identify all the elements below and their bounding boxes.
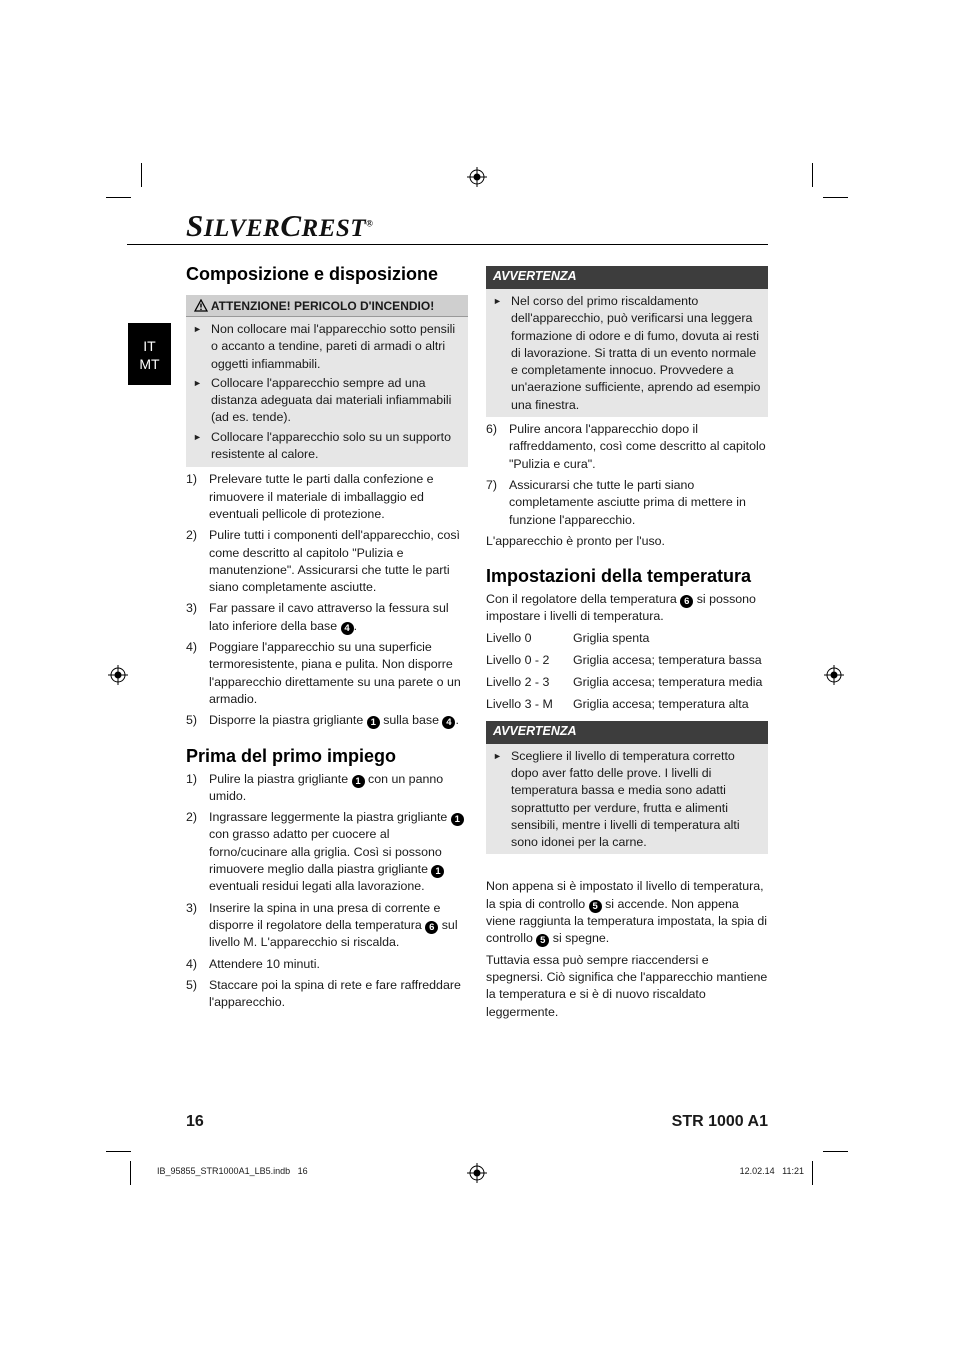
paragraph: Tuttavia essa può sempre riaccendersi e spegnersi. Ciò significa che l'apparecchio mantiene la temperatura e si è di nuovo riscaldato leggermente. xyxy=(486,952,768,1019)
crop-mark xyxy=(106,1151,131,1152)
step-item: 3) Far passare il cavo attraverso la fessura sul lato inferiore della base 4 . xyxy=(186,601,449,634)
reference-number-icon: 1 xyxy=(431,865,444,878)
crop-mark xyxy=(106,197,131,198)
crop-mark xyxy=(141,163,142,187)
notice-box xyxy=(486,721,768,855)
brand-logo: SILVERCREST® xyxy=(186,208,374,243)
notice-title: AVVERTENZA xyxy=(486,721,768,744)
registration-mark-icon xyxy=(108,665,128,685)
intro-text: Con il regolatore della temperatura 6 si possono impostare i livelli di temperatura. xyxy=(486,592,756,624)
reference-number-icon: 4 xyxy=(442,716,455,729)
section-title: Prima del primo impiego xyxy=(186,745,397,766)
language-tab: IT MT xyxy=(128,323,171,385)
print-slug-file: IB_95855_STR1000A1_LB5.indb 16 xyxy=(157,1166,308,1176)
section-title: Impostazioni della temperatura xyxy=(486,566,752,587)
level-row: Livello 0 Griglia spenta xyxy=(486,631,650,646)
step-item: 5) Disporre la piastra grigliante 1 sulla base 4 . xyxy=(186,713,459,729)
step-item: 2) Ingrassare leggermente la piastra grigliante 1 con grasso adatto per cuocere al forno/cucinare alla griglia. Così si possono rimuovere meglio dalla piastra grigliante 1 eventuali residui legati alla lavorazione. xyxy=(186,809,468,895)
level-row: Livello 3 - M Griglia accesa; temperatura alta xyxy=(486,697,749,712)
crop-mark xyxy=(130,1161,131,1185)
print-slug-date: 12.02.14 11:21 xyxy=(739,1166,804,1176)
step-item: 5) Staccare poi la spina di rete e fare raffreddare l'apparecchio. xyxy=(186,977,461,1010)
list-item: ► Scegliere il livello di temperatura corretto dopo aver fatto delle prove. I livelli di temperatura bassa e media sono adatti soprattutto per verdure, frutta e alimenti sensibili, mentre i livelli di temperatura alti sono idonei per la carne. xyxy=(493,748,740,850)
step-item: 1) Prelevare tutte le parti dalla confezione e rimuovere il materiale di imballaggio ed eventuali pellicole di protezione. xyxy=(186,472,434,521)
header-rule xyxy=(127,244,768,245)
step-item: 6) Pulire ancora l'apparecchio dopo il raffreddamento, così come descritto al capitolo "Pulizia e cura". xyxy=(486,422,766,471)
notice-box xyxy=(486,266,768,417)
notice-title: AVVERTENZA xyxy=(486,266,768,289)
step-item: 2) Pulire tutti i componenti dell'apparecchio, così come descritto al capitolo "Pulizia e manutenzione". Assicurarsi che tutte le parti siano completamente asciutte. xyxy=(186,528,461,595)
page-number: 16 xyxy=(186,1113,204,1130)
crop-mark xyxy=(823,1151,848,1152)
section-title: Composizione e disposizione xyxy=(186,264,439,284)
crop-mark xyxy=(812,163,813,187)
left-column xyxy=(186,264,468,1011)
level-row: Livello 0 - 2 Griglia accesa; temperatura bassa xyxy=(486,653,762,668)
step-item: 1) Pulire la piastra grigliante 1 con un panno umido. xyxy=(186,771,444,803)
fire-warning-box xyxy=(186,295,468,467)
reference-number-icon: 1 xyxy=(352,775,365,788)
reference-number-icon: 6 xyxy=(680,595,693,608)
step-item: 7) Assicurarsi che tutte le parti siano completamente asciutte prima di mettere in funzione l'apparecchio. xyxy=(486,477,746,527)
reference-number-icon: 4 xyxy=(341,622,354,635)
list-item: ► Nel corso del primo riscaldamento dell'apparecchio, può verificarsi una leggera formazione di odore e di fumo, dovuta ai resti di lavorazione. Si tratta di un evento normale e completamente innocuo. Provvedere a un'aerazione sufficiente, aprendo ad esempio una finestra. xyxy=(493,294,761,412)
paragraph: Non appena si è impostato il livello di temperatura, la spia di controllo 5 si accende. Non appena viene raggiunta la temperatura impostata, la spia di controllo 5 si spegne. xyxy=(486,879,768,947)
model-number: STR 1000 A1 xyxy=(671,1113,768,1130)
registration-mark-icon xyxy=(467,1163,487,1183)
right-column xyxy=(486,266,768,1021)
list-item: ► Collocare l'apparecchio solo su un supporto resistente al calore. xyxy=(193,429,451,462)
level-row: Livello 2 - 3 Griglia accesa; temperatura media xyxy=(486,675,763,690)
step-item: 4) Poggiare l'apparecchio su una superficie termoresistente, piana e pulita. Non disporre l'apparecchio direttamente su una parete o un armadio. xyxy=(186,640,461,706)
reference-number-icon: 1 xyxy=(367,716,380,729)
step-item: 4) Attendere 10 minuti. xyxy=(186,956,320,971)
fire-warning-title: ATTENZIONE! PERICOLO D'INCENDIO! xyxy=(186,295,468,317)
reference-number-icon: 5 xyxy=(536,934,549,947)
crop-mark xyxy=(823,197,848,198)
reference-number-icon: 5 xyxy=(589,900,602,913)
step-item: 3) Inserire la spina in una presa di corrente e disporre il regolatore della temperatura 6 sul livello M. L'apparecchio si riscalda. xyxy=(186,900,458,950)
reference-number-icon: 1 xyxy=(451,813,464,826)
crop-mark xyxy=(812,1161,813,1185)
ready-text: L'apparecchio è pronto per l'uso. xyxy=(486,533,666,548)
registration-mark-icon xyxy=(467,167,487,187)
warning-triangle-icon xyxy=(194,299,208,312)
list-item: ► Non collocare mai l'apparecchio sotto pensili o accanto a tendine, pareti di armadi o altri oggetti infiammabili. xyxy=(193,322,456,371)
registration-mark-icon xyxy=(824,665,844,685)
reference-number-icon: 6 xyxy=(425,921,438,934)
list-item: ► Collocare l'apparecchio sempre ad una distanza adeguata dai materiali infiammabili (ad es. tende). xyxy=(193,375,452,425)
